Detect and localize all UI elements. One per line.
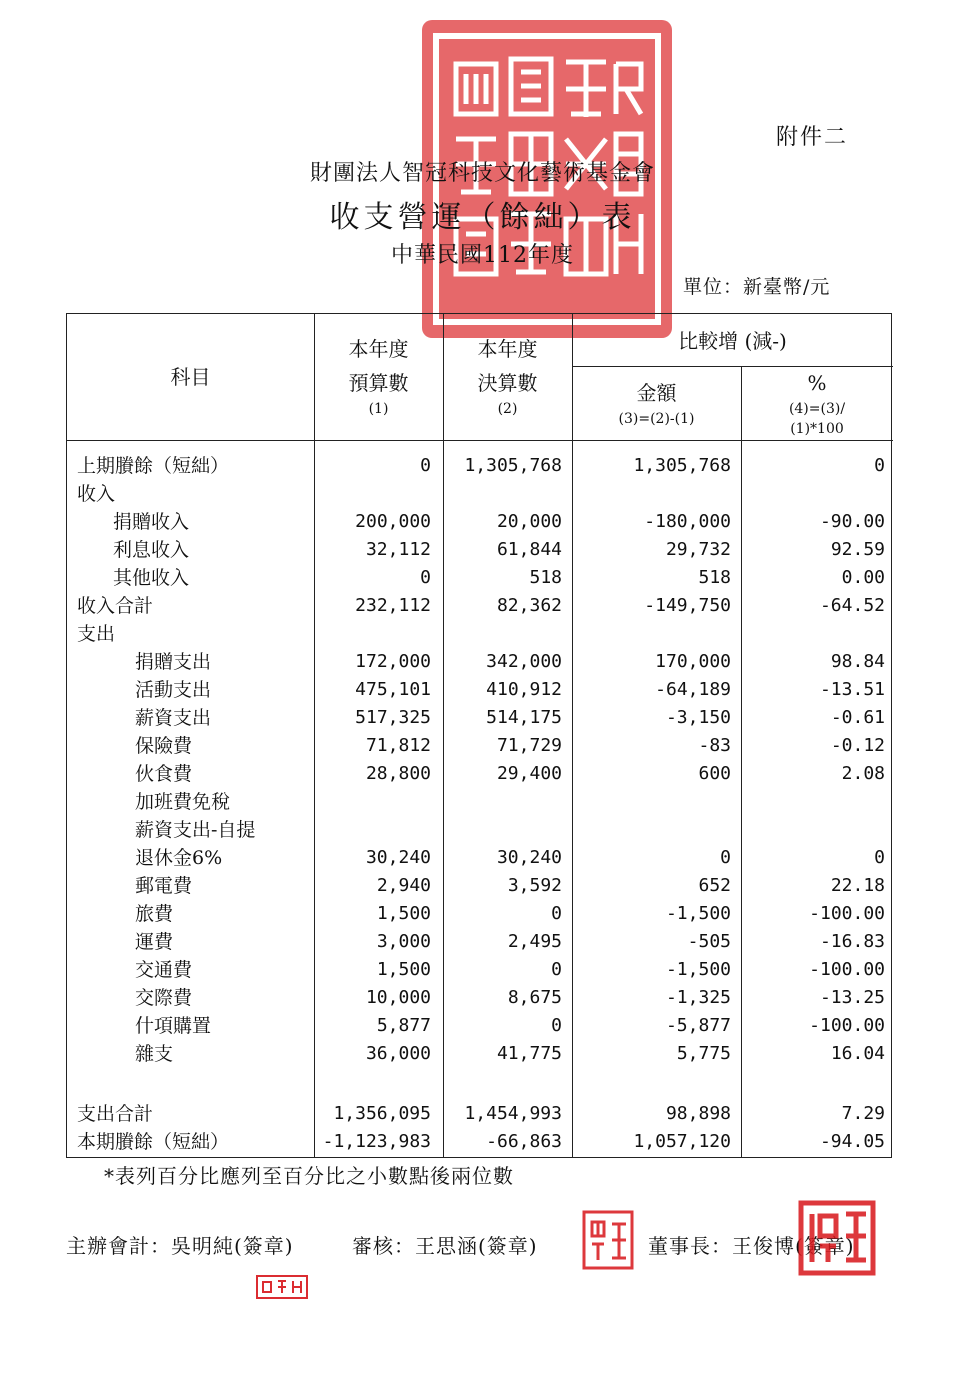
footnote: *表列百分比應列至百分比之小數點後兩位數 [104,1164,514,1188]
table-row [67,564,893,592]
currency-unit: 單位：新臺幣/元 [683,276,831,298]
row-percent: -0.61 [830,707,885,728]
attachment-label: 附件二 [776,125,849,150]
header-divider [67,440,893,441]
row-amount: -149,750 [644,595,731,616]
row-budget: 0 [420,567,431,588]
row-actual: 8,675 [507,987,562,1008]
table-row [67,816,893,844]
row-percent: 98.84 [830,651,885,672]
row-amount: -505 [687,931,731,952]
row-actual: 71,729 [496,735,562,756]
row-percent: 7.29 [841,1103,885,1124]
col-header-budget-line2: 預算數 [348,371,409,395]
row-actual: 0 [551,903,562,924]
row-percent: -100.00 [809,903,885,924]
row-budget: 475,101 [355,679,431,700]
table-row [67,480,893,508]
row-percent: 16.04 [830,1043,885,1064]
row-amount: 518 [698,567,731,588]
col-header-actual-line3: (2) [497,401,518,417]
row-subject: 伙食費 [135,763,193,785]
accountant-signature: 主辦會計：吳明純(簽章) [66,1234,294,1258]
row-percent: 2.08 [841,763,885,784]
row-budget: 32,112 [365,539,431,560]
table-row [67,844,893,872]
row-budget: 10,000 [365,987,431,1008]
row-subject: 雜支 [135,1043,174,1065]
row-subject: 加班費免稅 [135,791,231,813]
table-row [67,788,893,816]
reviewer-signature: 審核：王思涵(簽章) [352,1234,538,1258]
col-header-actual-line2: 決算數 [477,371,538,395]
table-row [67,676,893,704]
row-budget: 30,240 [365,847,431,868]
row-budget: -1,123,983 [322,1131,431,1152]
row-actual: 1,454,993 [464,1103,562,1124]
table-row [67,872,893,900]
table-row [67,900,893,928]
row-actual: 518 [529,567,562,588]
row-amount: -64,189 [655,679,731,700]
financial-table [66,313,892,1158]
table-row [67,508,893,536]
row-budget: 0 [420,455,431,476]
row-actual: 0 [551,959,562,980]
row-budget: 1,500 [376,959,431,980]
table-row [67,1040,893,1068]
row-percent: -100.00 [809,959,885,980]
row-subject: 旅費 [135,903,174,925]
row-percent: 22.18 [830,875,885,896]
row-amount: 29,732 [665,539,731,560]
row-budget: 2,940 [376,875,431,896]
row-amount: 98,898 [665,1103,731,1124]
row-actual: -66,863 [486,1131,562,1152]
row-percent: -100.00 [809,1015,885,1036]
row-actual: 342,000 [486,651,562,672]
table-row [67,620,893,648]
table-row [67,704,893,732]
table-row [67,452,893,480]
row-budget: 1,500 [376,903,431,924]
row-subject: 運費 [135,931,174,953]
table-row [67,984,893,1012]
row-budget: 232,112 [355,595,431,616]
organization-name: 財團法人智冠科技文化藝術基金會 [309,161,655,186]
row-budget: 517,325 [355,707,431,728]
col-header-percent-formula-2: (1)*100 [790,421,844,437]
row-subject: 上期賸餘（短絀） [77,455,230,477]
table-row [67,1100,893,1128]
row-percent: -90.00 [819,511,885,532]
col-header-compare: 比較增 (減-) [678,329,787,353]
row-actual: 20,000 [496,511,562,532]
table-row [67,648,893,676]
col-header-actual-line1: 本年度 [477,337,538,361]
row-percent: 0 [874,847,885,868]
row-subject: 收入 [77,483,116,505]
row-subject: 支出合計 [77,1103,154,1125]
row-percent: -16.83 [819,931,885,952]
row-amount: 652 [698,875,731,896]
row-actual: 82,362 [496,595,562,616]
row-subject: 交通費 [135,959,193,981]
row-subject: 捐贈支出 [135,651,212,673]
col-header-percent-formula-1: (4)=(3)/ [788,401,846,417]
row-amount: -1,500 [665,959,731,980]
row-actual: 2,495 [507,931,562,952]
chairman-seal-stamp [798,1200,876,1276]
row-actual: 1,305,768 [464,455,562,476]
row-budget: 5,877 [376,1015,431,1036]
table-row [67,732,893,760]
row-amount: -180,000 [644,511,731,532]
row-actual: 410,912 [486,679,562,700]
row-budget: 3,000 [376,931,431,952]
table-row [67,1012,893,1040]
row-subject: 郵電費 [135,875,193,897]
col-header-budget-line3: (1) [368,401,389,417]
row-budget: 200,000 [355,511,431,532]
row-subject: 交際費 [135,987,193,1009]
row-amount: 600 [698,763,731,784]
row-amount: 1,305,768 [633,455,731,476]
row-amount: 5,775 [676,1043,731,1064]
row-subject: 收入合計 [77,595,154,617]
table-row [67,536,893,564]
row-percent: -13.25 [819,987,885,1008]
row-amount: -83 [698,735,731,756]
row-amount: 0 [720,847,731,868]
col-header-subject: 科目 [170,365,211,389]
row-actual: 514,175 [486,707,562,728]
table-row [67,956,893,984]
col-header-budget-line1: 本年度 [348,337,409,361]
row-subject: 支出 [77,623,116,645]
row-amount: 170,000 [655,651,731,672]
fiscal-year: 中華民國112年度 [391,243,574,268]
row-percent: 0 [874,455,885,476]
row-budget: 172,000 [355,651,431,672]
row-subject: 其他收入 [113,567,190,589]
col-header-amount: 金額 [636,381,677,405]
row-budget: 1,356,095 [333,1103,431,1124]
row-subject: 薪資支出-自提 [135,819,256,841]
row-subject: 退休金6% [135,847,223,869]
row-actual: 3,592 [507,875,562,896]
table-row [67,592,893,620]
row-amount: -3,150 [665,707,731,728]
row-percent: 0.00 [841,567,885,588]
row-actual: 61,844 [496,539,562,560]
row-budget: 28,800 [365,763,431,784]
row-actual: 0 [551,1015,562,1036]
row-actual: 29,400 [496,763,562,784]
row-subject: 什項購置 [135,1015,212,1037]
row-subject: 保險費 [135,735,193,757]
table-row [67,1128,893,1156]
row-actual: 30,240 [496,847,562,868]
row-subject: 活動支出 [135,679,212,701]
row-subject: 利息收入 [113,539,190,561]
table-row [67,760,893,788]
row-amount: -1,325 [665,987,731,1008]
row-amount: -1,500 [665,903,731,924]
row-percent: -0.12 [830,735,885,756]
chairman-signature: 董事長：王俊博(簽章) [648,1234,855,1258]
row-percent: -13.51 [819,679,885,700]
row-actual: 41,775 [496,1043,562,1064]
reviewer-seal-stamp [582,1210,634,1270]
row-budget: 71,812 [365,735,431,756]
row-percent: -64.52 [819,595,885,616]
row-subject: 本期賸餘（短絀） [77,1131,230,1153]
header-divider [572,366,893,367]
row-amount: -5,877 [665,1015,731,1036]
row-subject: 薪資支出 [135,707,212,729]
col-header-amount-formula: (3)=(2)-(1) [618,411,695,427]
table-row [67,928,893,956]
accountant-seal-stamp [256,1275,308,1299]
col-header-percent: % [807,371,827,395]
row-amount: 1,057,120 [633,1131,731,1152]
row-percent: -94.05 [819,1131,885,1152]
row-percent: 92.59 [830,539,885,560]
row-budget: 36,000 [365,1043,431,1064]
row-subject: 捐贈收入 [113,511,190,533]
page-title: 收支營運（餘絀）表 [329,200,636,235]
